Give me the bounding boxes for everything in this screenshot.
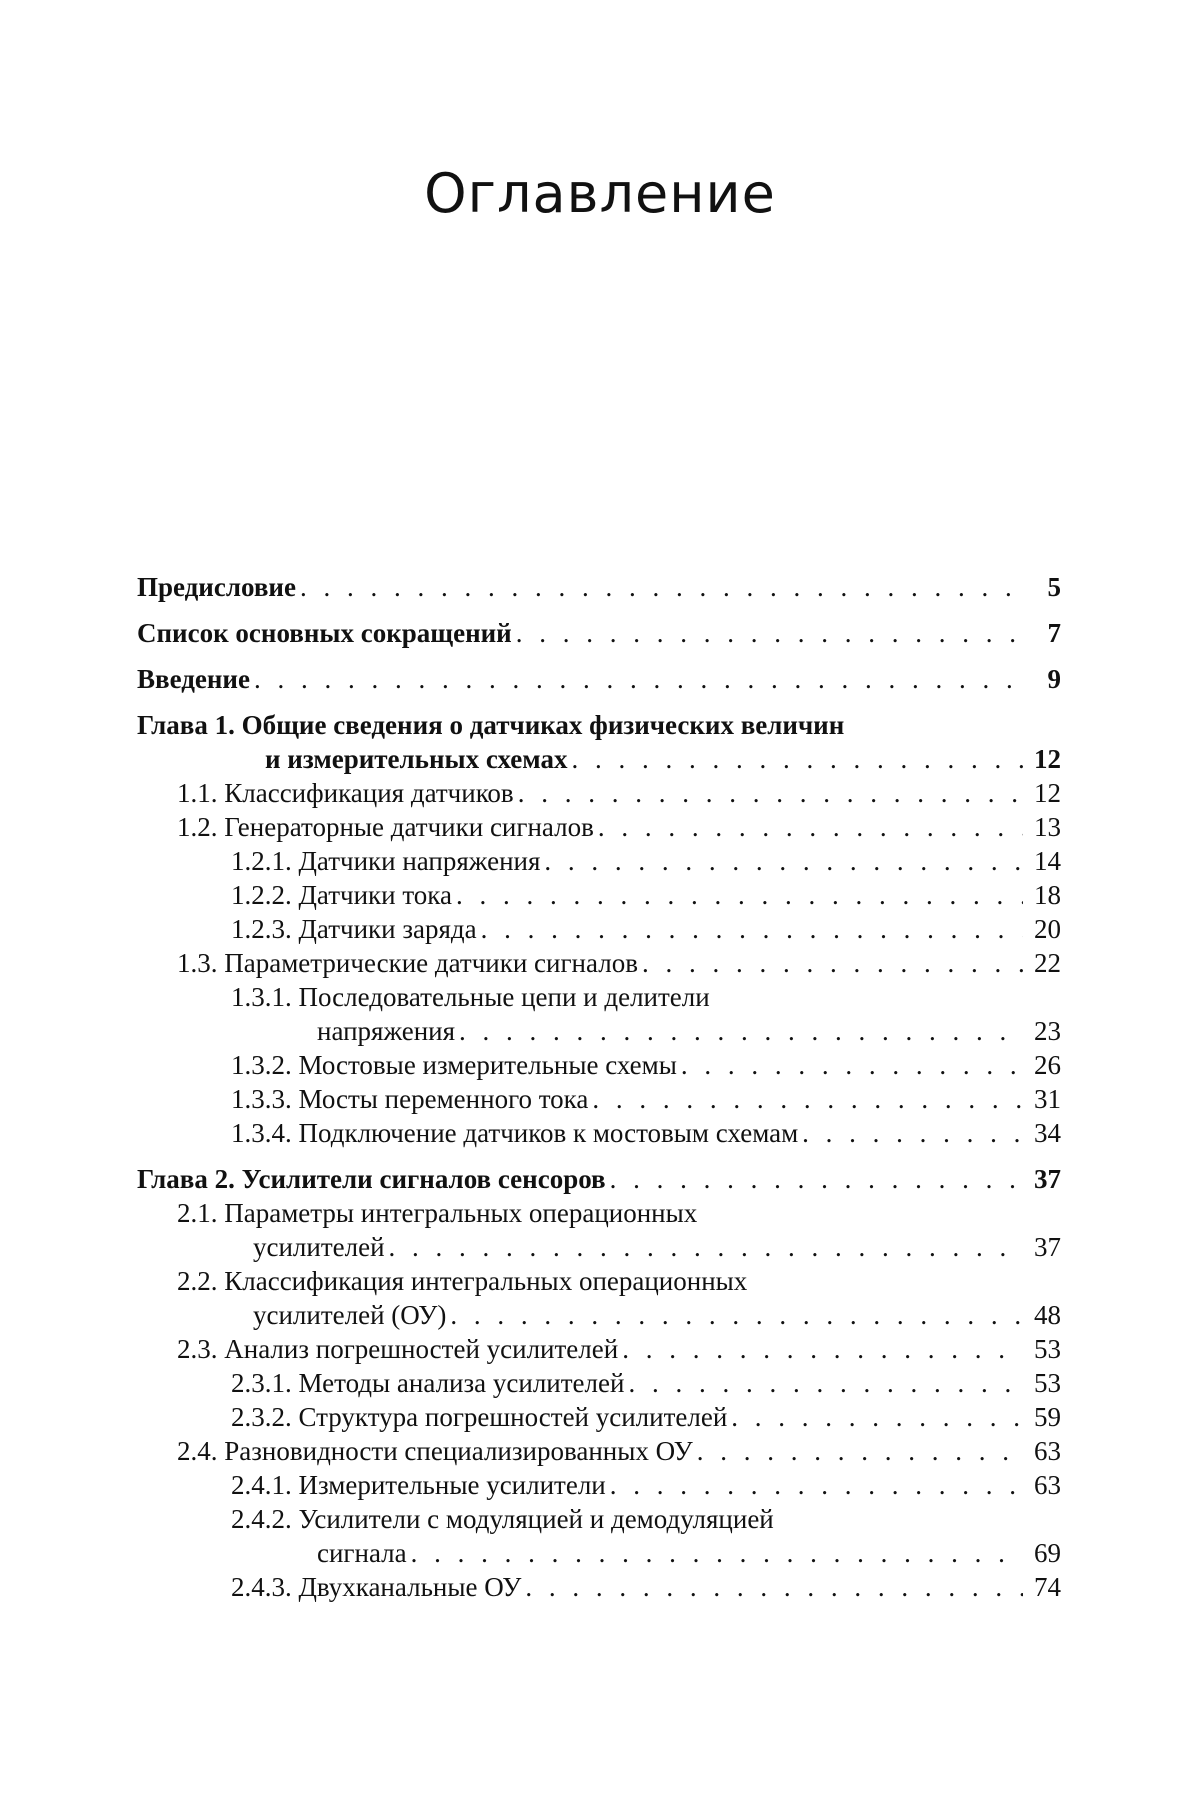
toc-entry-2-1 (137, 1230, 1061, 1264)
toc-entry-text: Датчики тока (298, 880, 452, 910)
toc-entry-2-1-line1 (137, 1196, 1061, 1230)
toc-section-number: 2.3.1. (231, 1368, 299, 1398)
toc-leader-dots (300, 570, 1023, 604)
toc-page-number: 12 (1034, 744, 1061, 774)
toc-page-number: 26 (1034, 1050, 1061, 1080)
toc-section-number: 2.3. (177, 1334, 225, 1364)
toc-leader-dots (610, 1162, 1023, 1196)
toc-leader-dots (610, 1468, 1023, 1502)
toc-entry-1-2-2 (137, 878, 1061, 912)
toc-entry-1-2-1 (137, 844, 1061, 878)
toc-section-number: 2.4. (177, 1436, 225, 1466)
toc-leader-dots (411, 1536, 1023, 1570)
toc-entry-2-3-2 (137, 1400, 1061, 1434)
toc-section-number: 1.3.4. (231, 1118, 299, 1148)
toc-leader-dots (628, 1366, 1023, 1400)
toc-entry-chapter-2 (137, 1162, 1061, 1196)
toc-section-number: 1.2.3. (231, 914, 299, 944)
toc-page-number: 34 (1034, 1118, 1061, 1148)
toc-entry-text: Подключение датчиков к мостовым схемам (298, 1118, 799, 1148)
toc-page-number: 53 (1034, 1334, 1061, 1364)
toc-entry-text: Измерительные усилители (298, 1470, 606, 1500)
toc-leader-dots (544, 844, 1023, 878)
toc-leader-dots (697, 1434, 1023, 1468)
toc-leader-dots (592, 1082, 1023, 1116)
toc-entry-2-2-line1 (137, 1264, 1061, 1298)
toc-entry-text: Двухканальные ОУ (298, 1572, 522, 1602)
toc-entry-text: Предисловие (137, 572, 296, 602)
toc-entry-1-1 (137, 776, 1061, 810)
toc-entry-2-4 (137, 1434, 1061, 1468)
toc-leader-dots (598, 810, 1023, 844)
toc-section-number: 2.4.2. (231, 1504, 299, 1534)
toc-entry-text: Параметры интегральных операционных (224, 1198, 698, 1228)
toc-entry-text: Генераторные датчики сигналов (224, 812, 594, 842)
toc-page-number: 63 (1034, 1436, 1061, 1466)
toc-entry-2-4-1 (137, 1468, 1061, 1502)
toc-leader-dots (456, 878, 1023, 912)
toc-leader-dots (525, 1570, 1023, 1604)
toc-entry-2-4-2 (137, 1536, 1061, 1570)
toc-entry-chapter-1 (137, 742, 1061, 776)
toc-leader-dots (571, 742, 1023, 776)
toc-leader-dots (802, 1116, 1023, 1150)
toc-page-number: 12 (1034, 778, 1061, 808)
toc-entry-2-3-1 (137, 1366, 1061, 1400)
toc-entry-1-3-4 (137, 1116, 1061, 1150)
toc-page-number: 9 (1047, 664, 1061, 694)
toc-entry-text-continued: усилителей (253, 1232, 385, 1262)
toc-entry-text: Анализ погрешностей усилителей (224, 1334, 619, 1364)
toc-section-number: 1.2. (177, 812, 225, 842)
toc-entry-1-2-3 (137, 912, 1061, 946)
toc-page-number: 23 (1034, 1016, 1061, 1046)
toc-entry-introduction (137, 662, 1061, 696)
toc-page-number: 37 (1034, 1232, 1061, 1262)
toc-page-number: 63 (1034, 1470, 1061, 1500)
toc-page-number: 18 (1034, 880, 1061, 910)
toc-page-number: 5 (1047, 572, 1061, 602)
toc-entry-text: Усилители с модуляцией и демодуляцией (298, 1504, 774, 1534)
toc-entry-preface (137, 570, 1061, 604)
toc-section-number: 1.2.2. (231, 880, 299, 910)
toc-leader-dots (450, 1298, 1023, 1332)
toc-entry-abbreviations (137, 616, 1061, 650)
toc-page-number: 7 (1047, 618, 1061, 648)
toc-section-number: 2.2. (177, 1266, 225, 1296)
toc-section-number: 2.3.2. (231, 1402, 299, 1432)
toc-page-number: 74 (1034, 1572, 1061, 1602)
toc-section-number: 1.2.1. (231, 846, 299, 876)
toc-page-number: 22 (1034, 948, 1061, 978)
toc-leader-dots (481, 912, 1023, 946)
toc-entry-text-continued: усилителей (ОУ) (253, 1300, 447, 1330)
toc-section-number: 1.3.2. (231, 1050, 299, 1080)
toc-entry-text: Классификация датчиков (224, 778, 514, 808)
toc-page-number: 13 (1034, 812, 1061, 842)
toc-entry-text: Введение (137, 664, 250, 694)
toc-entry-text-continued: сигнала (317, 1538, 407, 1568)
toc-section-number: 1.3.1. (231, 982, 299, 1012)
toc-entry-text: Разновидности специализированных ОУ (224, 1436, 693, 1466)
toc-section-number: 2.4.3. (231, 1572, 299, 1602)
toc-entry-1-3-1 (137, 1014, 1061, 1048)
toc-entry-text: Последовательные цепи и делители (298, 982, 710, 1012)
toc-leader-dots (459, 1014, 1023, 1048)
toc-page-number: 59 (1034, 1402, 1061, 1432)
toc-leader-dots (731, 1400, 1023, 1434)
toc-page-number: 14 (1034, 846, 1061, 876)
toc-entry-text: Датчики заряда (298, 914, 477, 944)
toc-entry-2-4-2-line1 (137, 1502, 1061, 1536)
toc-entry-text: Параметрические датчики сигналов (224, 948, 638, 978)
toc-entry-text: Методы анализа усилителей (298, 1368, 625, 1398)
toc-page-number: 20 (1034, 914, 1061, 944)
toc-entry-text: Список основных сокращений (137, 618, 512, 648)
toc-page-number: 48 (1034, 1300, 1061, 1330)
toc-entry-1-3-2 (137, 1048, 1061, 1082)
toc-entry-text: Структура погрешностей усилителей (298, 1402, 728, 1432)
toc-page-number: 37 (1034, 1164, 1061, 1194)
page-title: Оглавление (424, 162, 776, 225)
toc-section-number: 1.3.3. (231, 1084, 299, 1114)
toc-entry-1-2 (137, 810, 1061, 844)
toc-entry-text: Глава 2. Усилители сигналов сенсоров (137, 1164, 606, 1194)
toc-entry-2-4-3 (137, 1570, 1061, 1604)
toc-entry-text-continued: напряжения (317, 1016, 456, 1046)
toc-leader-dots (389, 1230, 1023, 1264)
toc-leader-dots (642, 946, 1023, 980)
toc-entry-text: Датчики напряжения (298, 846, 541, 876)
toc-leader-dots (254, 662, 1023, 696)
toc-entry-text: Мостовые измерительные схемы (298, 1050, 677, 1080)
table-of-contents (137, 570, 1061, 1604)
toc-leader-dots (681, 1048, 1023, 1082)
toc-entry-text: Мосты переменного тока (298, 1084, 589, 1114)
toc-entry-1-3-3 (137, 1082, 1061, 1116)
toc-entry-2-2 (137, 1298, 1061, 1332)
toc-section-number: 1.3. (177, 948, 225, 978)
toc-page-number: 31 (1034, 1084, 1061, 1114)
toc-entry-text: и измерительных схемах (265, 744, 568, 774)
toc-chapter-1-title: Глава 1. Общие сведения о датчиках физических величин (137, 710, 845, 740)
toc-page-number: 69 (1034, 1538, 1061, 1568)
toc-leader-dots (518, 776, 1023, 810)
toc-entry-1-3 (137, 946, 1061, 980)
toc-leader-dots (516, 616, 1023, 650)
toc-section-number: 2.4.1. (231, 1470, 299, 1500)
toc-section-number: 1.1. (177, 778, 225, 808)
toc-entry-2-3 (137, 1332, 1061, 1366)
toc-entry-1-3-1-line1 (137, 980, 1061, 1014)
toc-leader-dots (622, 1332, 1023, 1366)
toc-page-number: 53 (1034, 1368, 1061, 1398)
toc-section-number: 2.1. (177, 1198, 225, 1228)
toc-entry-text: Классификация интегральных операционных (224, 1266, 748, 1296)
